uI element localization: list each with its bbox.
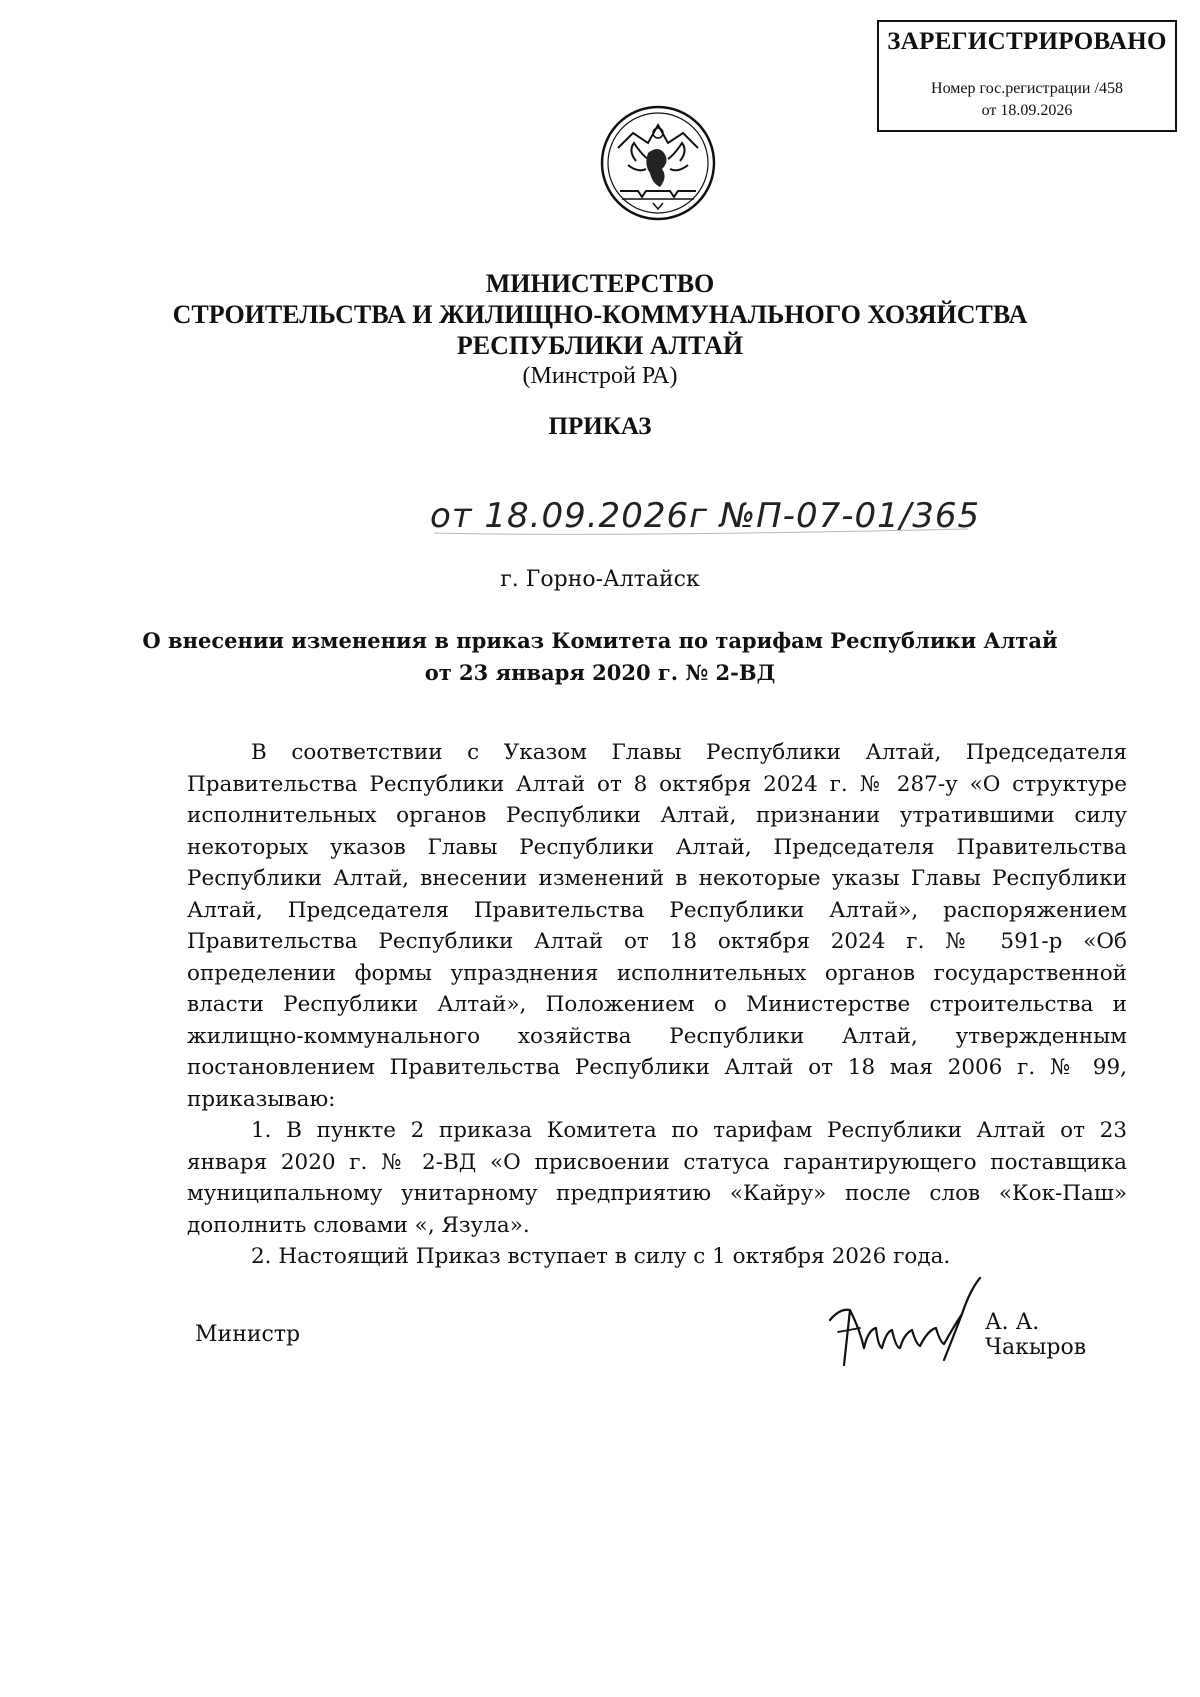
handwritten-date-number — [420, 485, 980, 545]
document-type: ПРИКАЗ — [548, 413, 652, 440]
ministry-line-2: СТРОИТЕЛЬСТВА И ЖИЛИЩНО-КОММУНАЛЬНОГО ХОЗЯЙСТВА — [172, 300, 1028, 329]
signature-block — [195, 1310, 1145, 1410]
order-item-1: 1. В пункте 2 приказа Комитета по тарифам Республики Алтай от 23 января 2020 г. № 2-ВД «О присвоении статуса гарантирующего поставщика муниципальному унитарному предприятию «Кайру» после слов «Кок-Паш» дополнить словами «, Язула». — [187, 1118, 1127, 1238]
signatory-name: А. А. Чакыров — [985, 1310, 1087, 1360]
ministry-short-name: (Минстрой РА) — [522, 363, 678, 389]
document-subject — [0, 625, 1200, 689]
handwritten-date-text: от 18.09.2026г №П-07-01/365 — [430, 496, 980, 536]
handwritten-signature — [820, 1270, 990, 1380]
ministry-line-3: РЕСПУБЛИКИ АЛТАЙ — [456, 331, 744, 360]
republic-altai-coat-of-arms-icon — [598, 103, 718, 223]
document-body — [187, 737, 1127, 1273]
registration-title: ЗАРЕГИСТРИРОВАНО — [887, 28, 1167, 55]
registration-number: Номер гос.регистрации /458 — [931, 80, 1123, 97]
order-item-2: 2. Настоящий Приказ вступает в силу с 1 октября 2026 года. — [251, 1244, 951, 1269]
signatory-position: Министр — [195, 1322, 301, 1347]
city: г. Горно-Алтайск — [500, 567, 700, 592]
subject-line-2: от 23 января 2020 г. № 2-ВД — [424, 660, 776, 685]
subject-line-1: О внесении изменения в приказ Комитета по тарифам Республики Алтай — [142, 628, 1058, 653]
ministry-line-1: МИНИСТЕРСТВО — [485, 269, 715, 298]
registration-date: от 18.09.2026 — [981, 102, 1073, 119]
preamble-paragraph: В соответствии с Указом Главы Республики Алтай, Председателя Правительства Республики Алтай от 8 октября 2024 г. № 287-у «О структуре исполнительных органов Республики Алтай, признании утратившими силу некоторых указов Главы Республики Алтай, Председателя Правительства Республики Алтай, внесении изменений в некоторые указы Главы Республики Алтай, Председателя Правительства Республики Алтай», распоряжением Правительства Республики Алтай от 18 октября 2024 г. № 591-р «Об определении формы упразднения исполнительных органов государственной власти Республики Алтай», Положением о Министерстве строительства и жилищно-коммунального хозяйства Республики Алтай, утвержденным постановлением Правительства Республики Алтай от 18 мая 2006 г. № 99, приказываю: — [187, 740, 1127, 1112]
issuer-header — [0, 268, 1200, 391]
registration-stamp — [877, 20, 1177, 132]
